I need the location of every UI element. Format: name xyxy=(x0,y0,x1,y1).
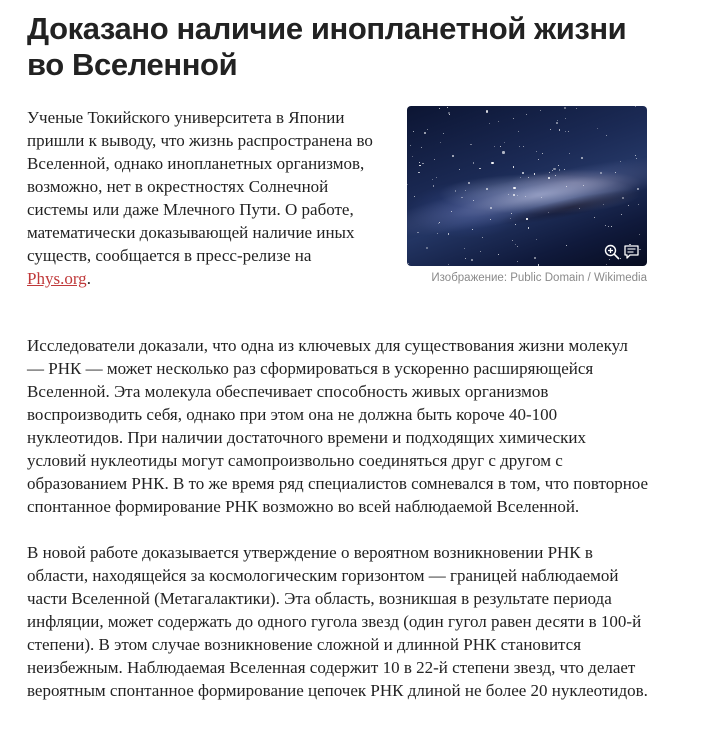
star xyxy=(540,110,541,111)
star xyxy=(513,166,514,167)
star xyxy=(581,157,583,159)
star xyxy=(427,129,428,130)
star xyxy=(594,217,595,218)
star xyxy=(414,196,415,197)
star xyxy=(566,186,567,187)
article-body xyxy=(27,334,649,702)
star xyxy=(553,168,555,170)
star xyxy=(534,257,536,259)
photo-controls xyxy=(604,244,640,260)
star xyxy=(486,188,488,190)
star xyxy=(621,214,622,215)
star xyxy=(433,185,434,186)
star xyxy=(557,120,558,121)
star xyxy=(635,106,636,107)
star xyxy=(418,172,419,173)
star xyxy=(518,131,519,132)
star xyxy=(564,107,566,109)
star xyxy=(526,114,527,115)
star xyxy=(536,151,537,152)
star xyxy=(556,122,558,124)
lead-paragraph xyxy=(27,106,379,290)
star xyxy=(541,197,542,198)
body-paragraph: В новой работе доказывается утверждение о вероятном возникновении РНК в области, находящейся за космологическим горизонтом — границей наблюдаемой части Вселенной (Метагалактики). Эта область, возникшая в результате периода инфляции, может содержать до одного гугола звезд (один гугол равен десяти в 100-й степени). В этом случае возникновение сложной и длинной РНК становится неизбежным. Наблюдаемая Вселенная содержит 10 в 22-й степени звезд, что делает вероятным спонтанное формирование цепочек РНК длиной не более 20 нуклеотидов. xyxy=(27,543,648,700)
comment-icon[interactable] xyxy=(623,244,640,260)
star xyxy=(412,156,413,157)
star xyxy=(479,168,480,169)
star xyxy=(526,218,527,219)
star xyxy=(576,108,577,109)
star xyxy=(480,251,481,252)
zoom-in-icon[interactable] xyxy=(604,244,620,260)
star xyxy=(491,162,493,164)
star xyxy=(443,133,444,134)
star xyxy=(482,237,483,238)
star xyxy=(528,177,529,178)
star xyxy=(489,123,490,124)
star xyxy=(520,177,521,178)
article-lead xyxy=(27,106,649,311)
star xyxy=(465,258,466,259)
star xyxy=(421,147,422,148)
star xyxy=(550,129,551,130)
star xyxy=(417,232,418,233)
star xyxy=(606,264,607,265)
star xyxy=(448,264,449,265)
star xyxy=(410,145,411,146)
star xyxy=(538,159,539,160)
star xyxy=(568,131,569,132)
star xyxy=(447,107,448,108)
star xyxy=(500,146,501,147)
star xyxy=(605,225,606,226)
star xyxy=(597,128,598,129)
star xyxy=(455,190,456,191)
star xyxy=(513,187,515,189)
star xyxy=(413,131,414,132)
source-link[interactable]: Phys.org xyxy=(27,269,87,288)
article xyxy=(27,0,649,702)
star xyxy=(523,146,524,147)
star xyxy=(517,261,518,262)
star xyxy=(464,248,465,249)
star xyxy=(519,146,520,147)
star xyxy=(583,185,584,186)
star xyxy=(549,172,550,173)
star xyxy=(600,172,602,174)
star xyxy=(459,169,460,170)
star xyxy=(448,233,449,234)
star xyxy=(512,240,513,241)
star xyxy=(471,259,473,261)
body-paragraph: Исследователи доказали, что одна из ключевых для существования жизни молекул — РНК — может несколько раз сформироваться в ускоренно расширяющейся Вселенной. Эта молекула обеспечивает способность живых организмов воспроизводить себя, однако при этом она не должна быть короче 40-100 нуклеотидов. При наличии достаточного времени и подходящих химических условий нуклеотиды могут самопроизвольно соединяться друг с другом с образованием РНК. В то же время ряд специалистов сомневался в том, что повторное спонтанное формирование РНК возможно во всей наблюдаемой Вселенной. xyxy=(27,336,649,516)
star xyxy=(432,179,433,180)
star xyxy=(517,246,518,247)
star xyxy=(461,197,462,198)
star xyxy=(538,264,539,265)
star xyxy=(608,226,609,227)
star xyxy=(513,118,514,119)
article-photo[interactable] xyxy=(407,106,647,266)
star xyxy=(565,118,566,119)
star xyxy=(528,227,529,228)
star xyxy=(548,212,549,213)
star xyxy=(436,177,437,178)
star xyxy=(440,142,441,143)
star xyxy=(559,129,560,130)
lead-text: Ученые Токийского университета в Японии пришли к выводу, что жизнь распространена во Вселенной, однако инопланетных организмов, возможно, нет в окрестностях Солнечной системы или даже Млечного Пути. О работе, математически доказывающей наличие иных существ, сообщается в пресс-релизе на xyxy=(27,108,373,265)
star xyxy=(448,112,450,114)
star xyxy=(449,114,450,115)
star xyxy=(424,132,426,134)
star xyxy=(419,162,420,163)
article-figure xyxy=(407,106,647,284)
star xyxy=(486,110,488,112)
star xyxy=(548,177,550,179)
article-title: Доказано наличие инопланетной жизни во Вселенной xyxy=(27,11,627,82)
star xyxy=(534,173,535,174)
star xyxy=(470,144,471,145)
star xyxy=(498,121,499,122)
star xyxy=(542,153,543,154)
star xyxy=(564,169,565,170)
star xyxy=(638,204,639,205)
star xyxy=(422,163,423,164)
star xyxy=(515,244,516,245)
star xyxy=(522,172,524,174)
star xyxy=(494,146,495,147)
star xyxy=(490,207,492,209)
star xyxy=(439,108,440,109)
star xyxy=(606,135,607,136)
star xyxy=(407,184,408,185)
star xyxy=(452,155,454,157)
star xyxy=(566,245,567,246)
star xyxy=(419,165,420,166)
star xyxy=(426,247,428,249)
star xyxy=(565,131,566,132)
star xyxy=(628,205,629,206)
star xyxy=(569,153,570,154)
star xyxy=(639,234,640,235)
star xyxy=(622,197,624,199)
star xyxy=(525,196,526,197)
lead-end: . xyxy=(86,269,91,288)
star xyxy=(536,239,537,240)
star xyxy=(504,142,505,143)
star xyxy=(434,159,435,160)
star xyxy=(408,263,409,264)
star xyxy=(490,219,491,220)
star xyxy=(517,195,518,196)
star xyxy=(468,182,470,184)
star xyxy=(611,226,612,227)
star xyxy=(472,229,473,230)
star xyxy=(473,162,474,163)
star xyxy=(498,254,499,255)
star xyxy=(502,151,504,153)
photo-caption: Изображение: Public Domain / Wikimedia xyxy=(431,272,647,284)
star xyxy=(635,155,636,156)
star xyxy=(558,165,559,166)
